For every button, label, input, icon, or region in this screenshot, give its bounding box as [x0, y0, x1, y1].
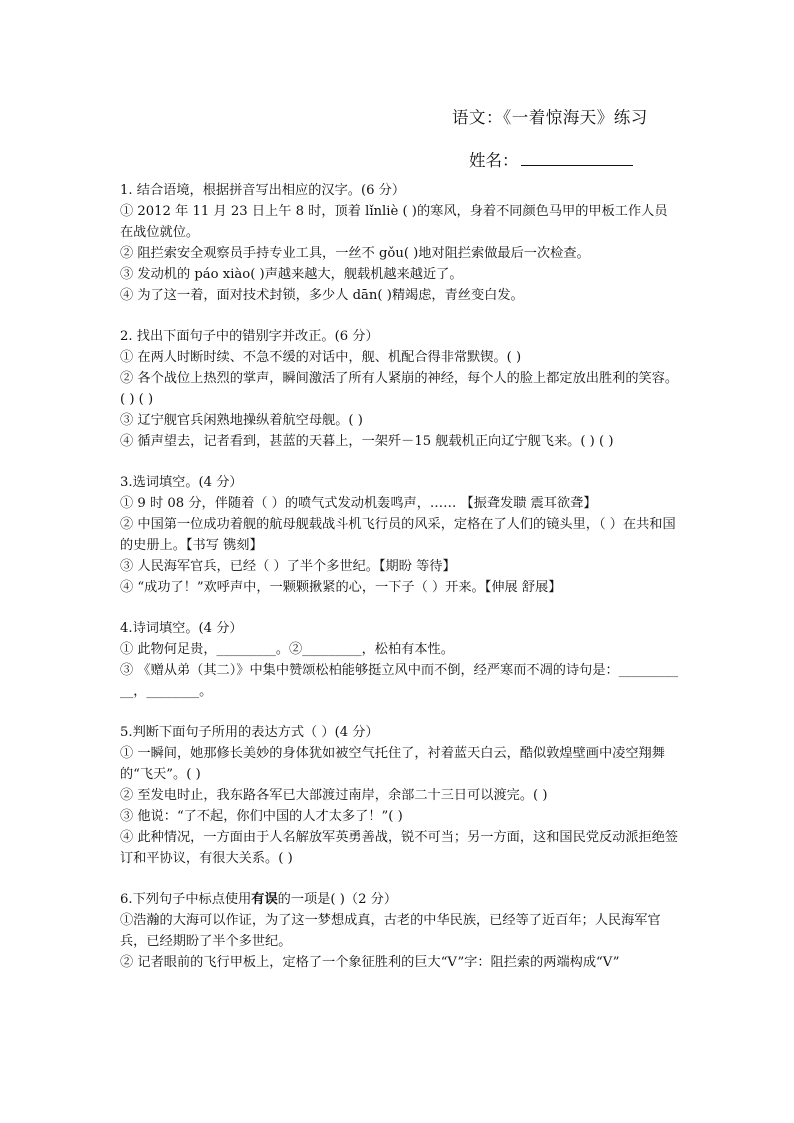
question-5-item-2: ② 至发电时止，我东路各军已大部渡过南岸，余部二十三日可以渡完。( ) [120, 788, 548, 803]
question-6-item-1: ①浩瀚的大海可以作证，为了这一梦想成真，古老的中华民族，已经等了近百年；人民海军官兵，已经期盼了半个多世纪。 [120, 913, 661, 949]
question-6-heading-pre: 6.下列句子中标点使用 [120, 892, 252, 907]
question-6-heading-post: 的一项是( )（2 分） [277, 892, 398, 907]
exercise-content [120, 180, 680, 973]
question-3 [120, 472, 680, 598]
question-4-heading: 4.诗词填空。(4 分） [120, 621, 243, 636]
name-label: 姓名： [469, 151, 519, 170]
question-2-item-3: ③ 辽宁舰官兵闲熟地操纵着航空母舰。( ) [120, 413, 363, 428]
question-2-item-4: ④ 循声望去，记者看到，甚蓝的天暮上，一架歼－15 舰载机正向辽宁舰飞来。( ) ( ) [120, 434, 614, 449]
question-5 [120, 722, 680, 869]
question-5-heading: 5.判断下面句子所用的表达方式（ ）(4 分） [120, 725, 379, 740]
question-2-item-2: ② 各个战位上热烈的掌声，瞬间激活了所有人紧崩的神经，每个人的脸上都定放出胜利的笑容。( ) ( ) [120, 371, 679, 407]
question-2 [120, 326, 680, 452]
question-4 [120, 618, 680, 702]
question-3-heading: 3.选词填空。(4 分） [120, 475, 243, 490]
question-1-heading: 1. 结合语境，根据拼音写出相应的汉字。(6 分） [120, 183, 406, 198]
question-2-heading: 2. 找出下面句子中的错别字并改正。(6 分） [120, 329, 379, 344]
page-title: 语文：《一着惊海天》练习 [452, 108, 648, 127]
name-field-row [469, 147, 633, 171]
question-1 [120, 180, 680, 306]
question-3-item-3: ③ 人民海军官兵，已经（ ）了半个多世纪。【期盼 等待】 [120, 559, 456, 574]
question-3-item-1: ① 9 时 08 分，伴随着（ ）的喷气式发动机轰鸣声，…… 【振聋发聩 震耳欲聋】 [120, 496, 597, 511]
question-4-item-1: ① 此物何足贵，_________。②_________，松柏有本性。 [120, 642, 454, 657]
question-6 [120, 889, 680, 973]
question-5-item-3: ③ 他说：“了不起，你们中国的人才太多了！”( ) [120, 809, 403, 824]
question-1-item-4: ④ 为了这一着，面对技术封锁，多少人 dān( )精竭虑，青丝变白发。 [120, 288, 524, 303]
question-1-item-1: ① 2012 年 11 月 23 日上午 8 时，顶着 lǐnliè ( )的寒风，身着不同颜色马甲的甲板工作人员在战位就位。 [120, 204, 668, 240]
question-6-item-2: ② 记者眼前的飞行甲板上，定格了一个象征胜利的巨大“V”字：阻拦索的两端构成“V” [120, 955, 620, 970]
question-5-item-1: ① 一瞬间，她那修长美妙的身体犹如被空气托住了，衬着蓝天白云，酷似敦煌壁画中凌空翔舞的“飞天”。( ) [120, 746, 665, 782]
question-3-item-4: ④ “成功了！”欢呼声中，一颗颗揪紧的心，一下子（ ）开来。【伸展 舒展】 [120, 580, 562, 595]
question-2-item-1: ① 在两人时断时续、不急不缓的对话中，舰、机配合得非常默锲。( ) [120, 350, 522, 365]
question-4-item-2: ③ 《赠从弟（其二）》中集中赞颂松柏能够挺立风中而不倒，经严寒而不凋的诗句是：___________，________。 [120, 663, 679, 699]
question-5-item-4: ④ 此种情况，一方面由于人名解放军英勇善战，锐不可当；另一方面，这和国民党反动派拒绝签订和平协议，有很大关系。( ) [120, 830, 679, 866]
question-1-item-3: ③ 发动机的 páo xiào( )声越来越大，舰载机越来越近了。 [120, 267, 463, 282]
name-blank-line [521, 149, 633, 166]
question-6-heading [120, 889, 680, 910]
question-6-heading-emphasis: 有误 [251, 892, 278, 907]
question-3-item-2: ② 中国第一位成功着舰的航母舰载战斗机飞行员的风采，定格在了人们的镜头里，（ ）在共和国的史册上。【书写 镌刻】 [120, 517, 676, 553]
question-1-item-2: ② 阻拦索安全观察员手持专业工具，一丝不 gǒu( )地对阻拦索做最后一次检查。 [120, 246, 590, 261]
